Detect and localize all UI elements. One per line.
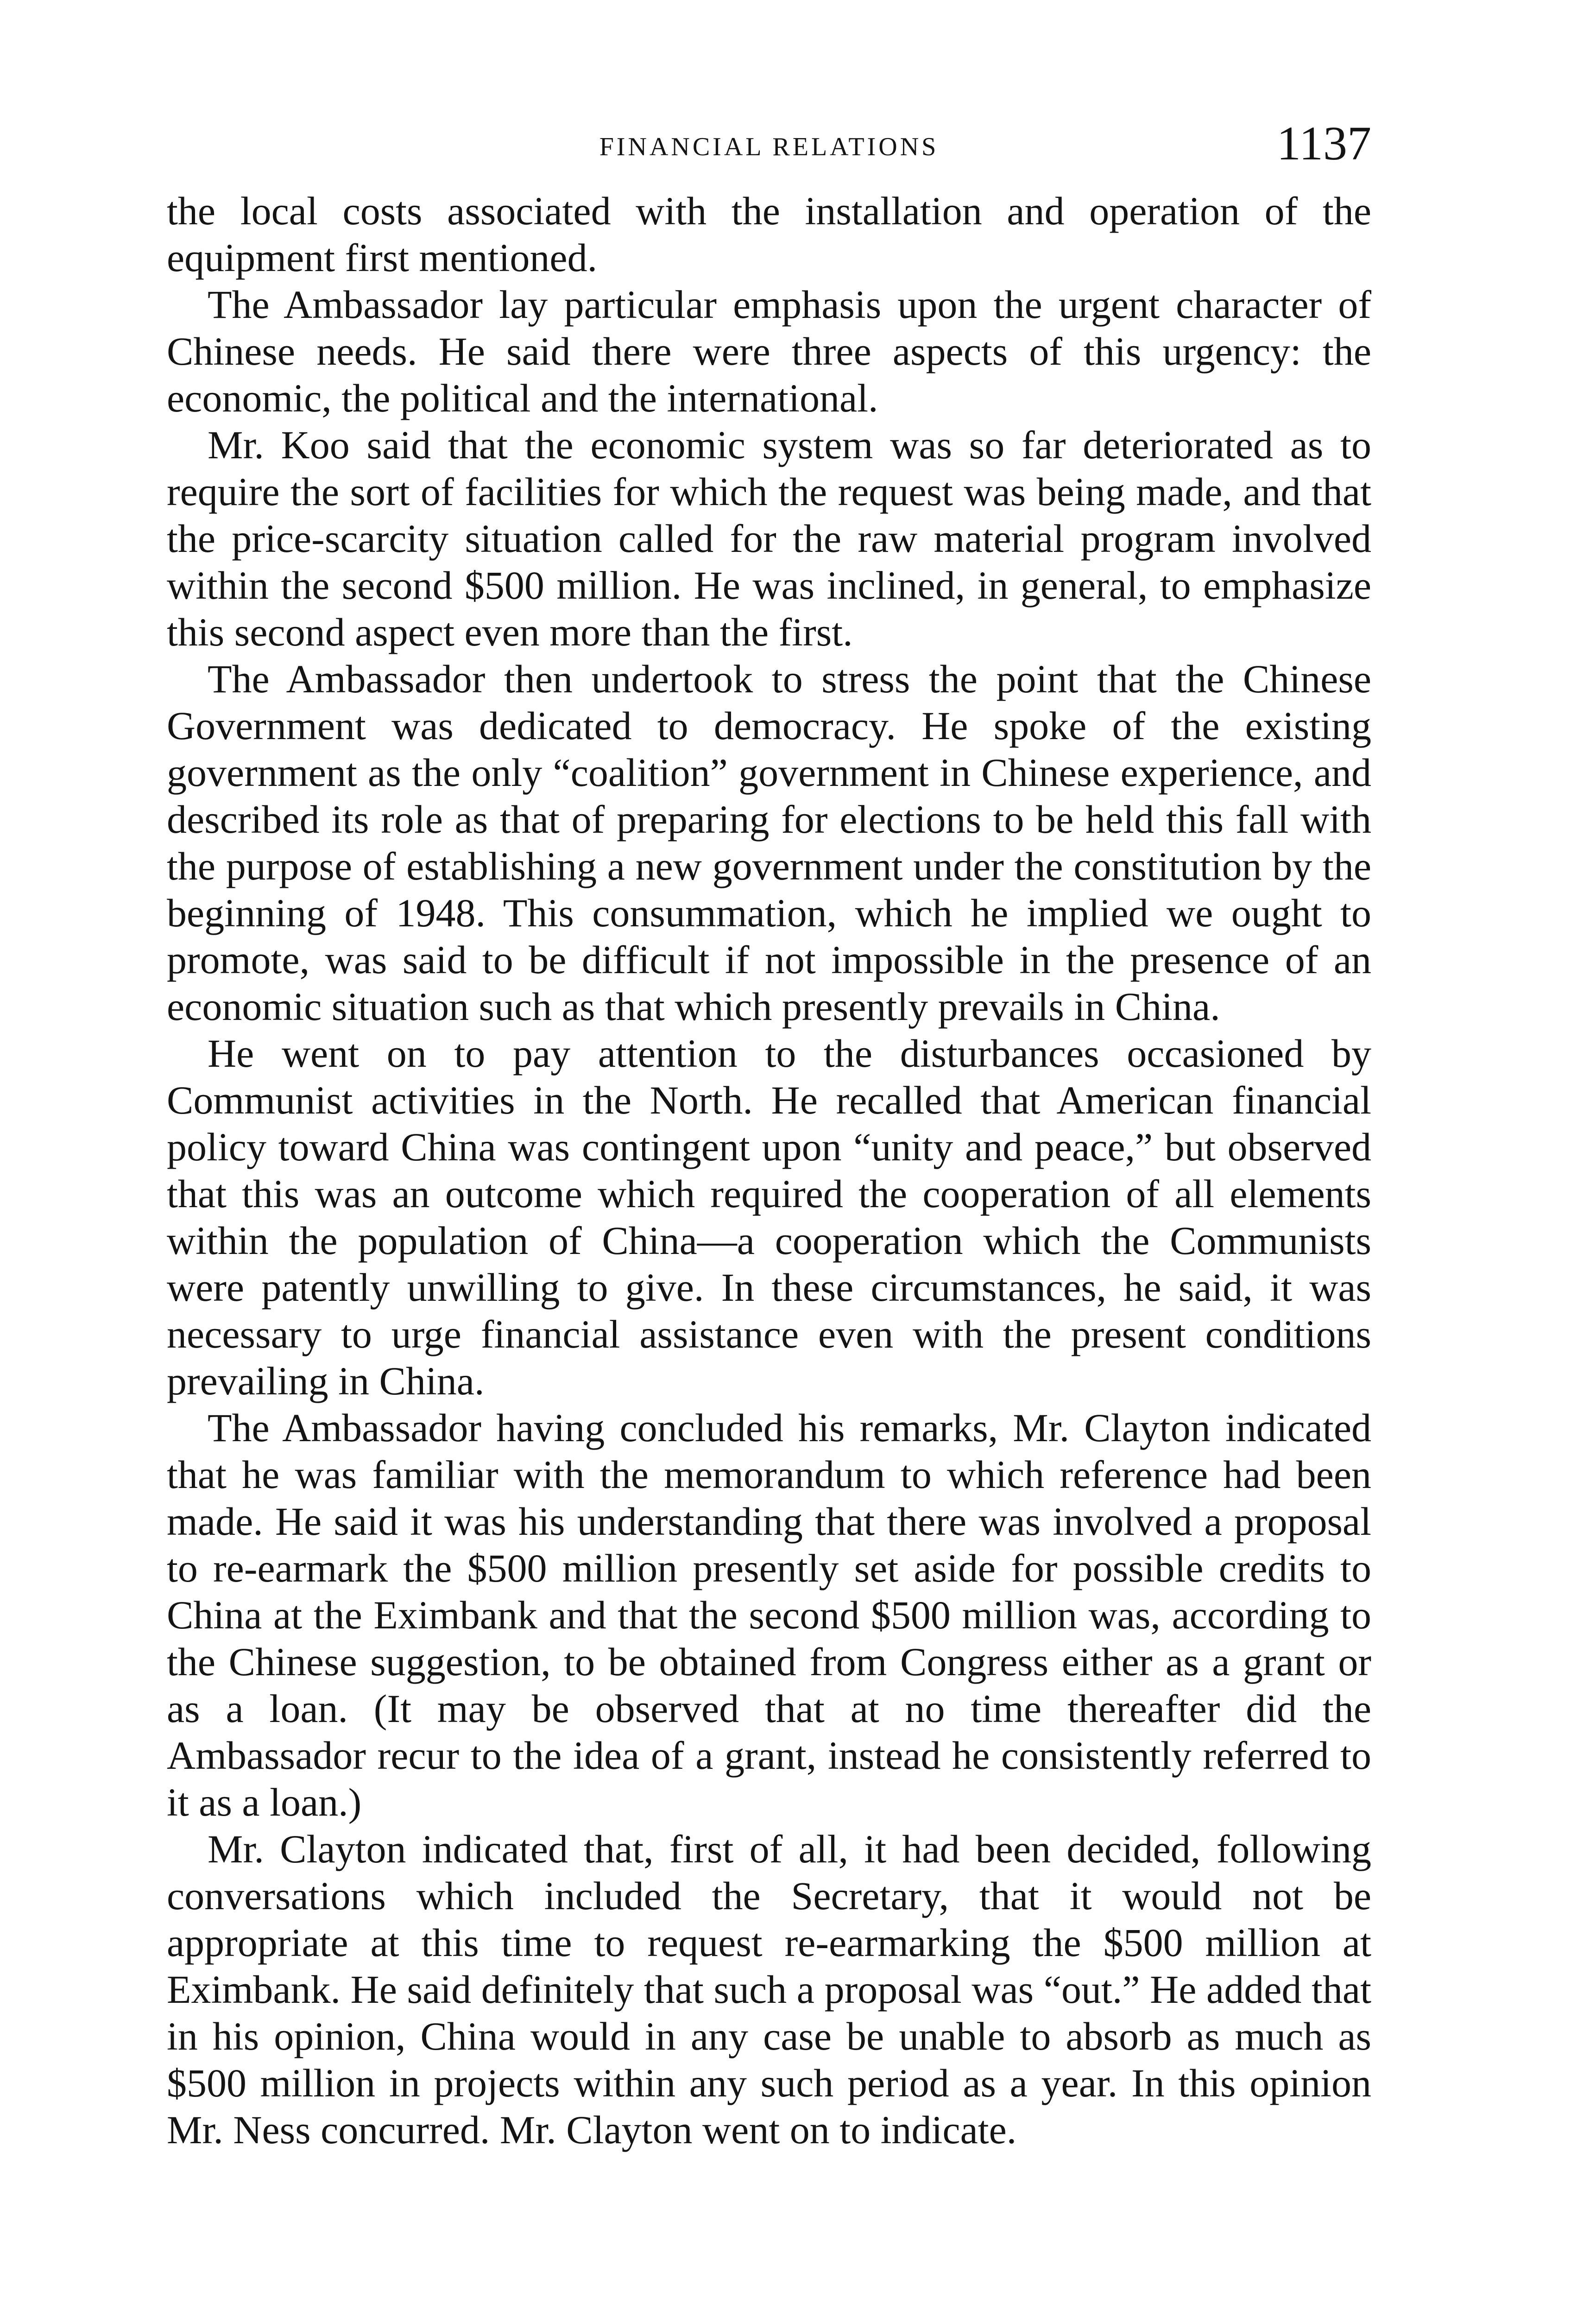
paragraph-clayton-decision: Mr. Clayton indicated that, first of all, it had been decided, following conversations which included the Secretary, that it would not be appropriate at this time to request re-earmarking the $500 million at Eximbank. He said definitely that such a proposal was “out.” He added that in his opinion, China would in any case be unable to absorb as much as $500 million in projects within any such period as a year. In this opinion Mr. Ness concurred. Mr. Clayton went on to indicate. [167, 1827, 1371, 2152]
paragraph-continued: the local costs associated with the installation and operation of the equipment first mentioned. [167, 189, 1371, 280]
body-text [167, 188, 1371, 2153]
paragraph-democracy: The Ambassador then undertook to stress the point that the Chinese Government was dedicated to democracy. He spoke of the existing government as the only “coalition” government in Chinese experience, and described its role as that of preparing for elections to be held this fall with the purpose of establishing a new government under the constitution by the beginning of 1948. This consummation, which he implied we ought to promote, was said to be difficult if not impossible in the presence of an economic situation such as that which presently prevails in China. [167, 657, 1371, 1029]
section-title: FINANCIAL RELATIONS [599, 133, 939, 161]
paragraph-urgency: The Ambassador lay particular emphasis upon the urgent character of Chinese needs. He said there were three aspects of this urgency: the economic, the political and the international. [167, 282, 1371, 420]
running-head [167, 116, 1371, 171]
page-number: 1137 [1276, 117, 1371, 170]
paragraph-koo-economic: Mr. Koo said that the economic system was so far deteriorated as to require the sort of facilities for which the request was being made, and that the price-scarcity situation called for the raw material program involved within the second $500 million. He was inclined, in general, to emphasize this second aspect even more than the first. [167, 423, 1371, 654]
paragraph-clayton-memorandum: The Ambassador having concluded his remarks, Mr. Clayton indicated that he was familiar with the memorandum to which reference had been made. He said it was his understanding that there was involved a proposal to re-earmark the $500 million presently set aside for possible credits to China at the Eximbank and that the second $500 million was, according to the Chinese suggestion, to be obtained from Congress either as a grant or as a loan. (It may be observed that at no time thereafter did the Ambassador recur to the idea of a grant, instead he consistently referred to it as a loan.) [167, 1405, 1371, 1824]
paragraph-communists: He went on to pay attention to the disturbances occasioned by Communist activities in the North. He recalled that American financial policy toward China was contingent upon “unity and peace,” but observed that this was an outcome which required the cooperation of all elements within the population of China—a cooperation which the Communists were patently unwilling to give. In these circumstances, he said, it was necessary to urge financial assistance even with the present conditions prevailing in China. [167, 1031, 1371, 1403]
